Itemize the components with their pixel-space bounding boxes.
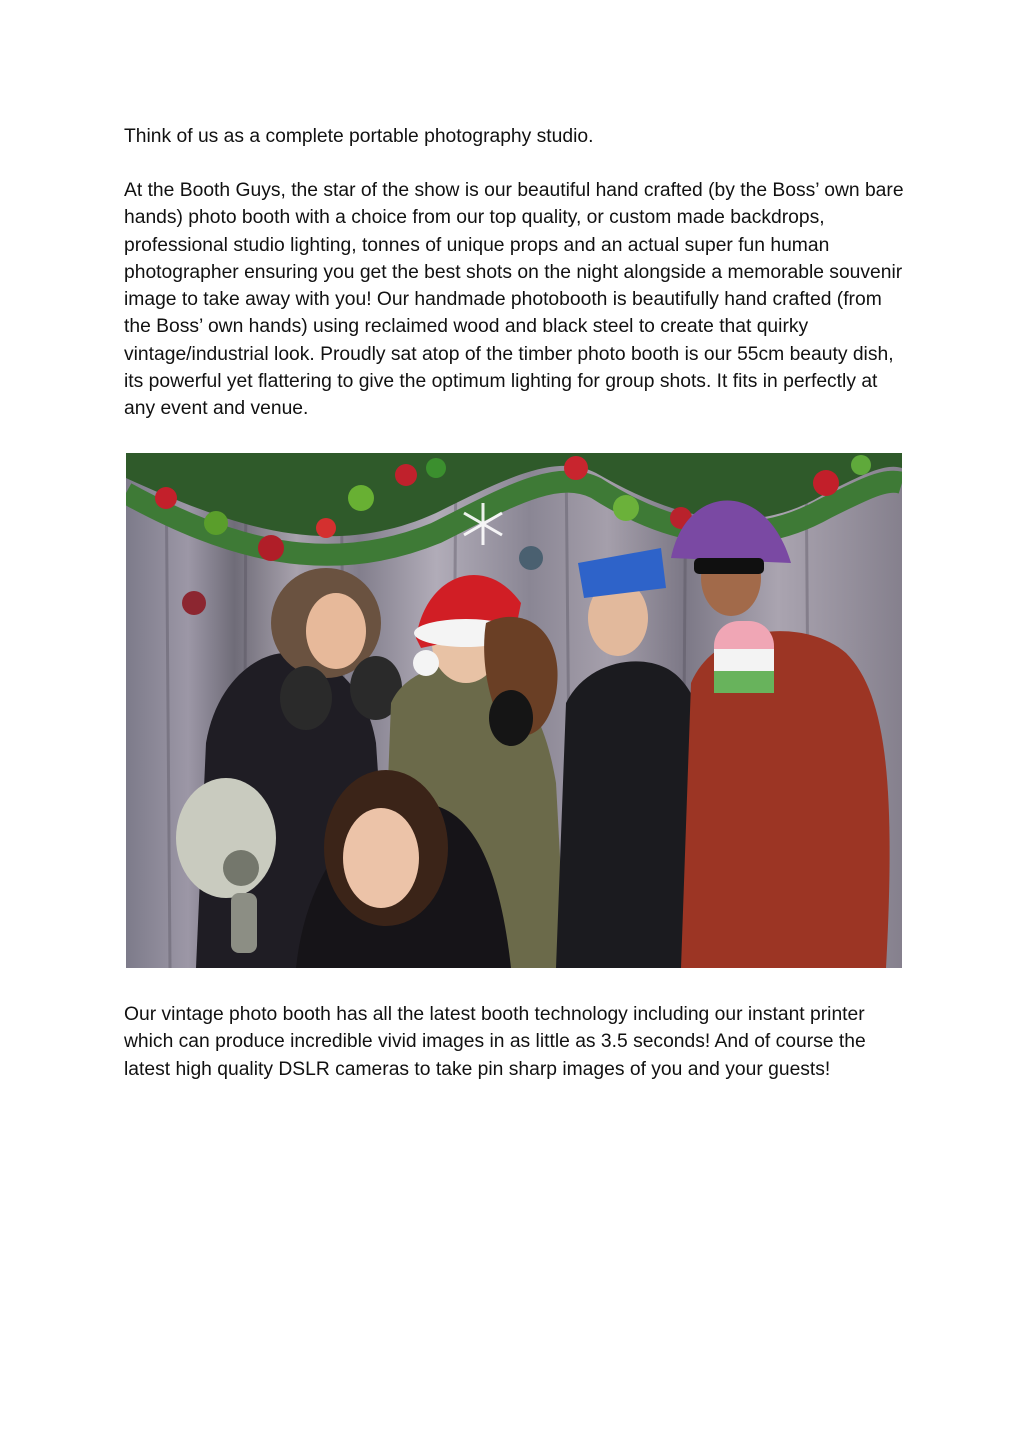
- group-photo-booth-image: [126, 453, 902, 968]
- intro-paragraph: Think of us as a complete portable photography studio.: [124, 126, 594, 147]
- technology-paragraph: Our vintage photo booth has all the latest booth technology including our instant printer which can produce incredible vivid images in as little as 3.5 seconds! And of course the latest high quality DSLR cameras to take pin sharp images of you and your guests!: [124, 1004, 866, 1080]
- booth-description-paragraph: At the Booth Guys, the star of the show is our beautiful hand crafted (by the Boss’ own bare hands) photo booth with a choice from our top quality, or custom made backdrops, professional studio lighting, tonnes of unique props and an actual super fun human photographer ensuring you get the best shots on the night alongside a memorable souvenir image to take away with you! Our handmade photobooth is beautifully hand crafted (from the Boss’ own hands) using reclaimed wood and black steel to create that quirky vintage/industrial look. Proudly sat atop of the timber photo booth is our 55cm beauty dish, its powerful yet flattering to give the optimum lighting for group shots. It fits in perfectly at any event and venue.: [124, 180, 904, 420]
